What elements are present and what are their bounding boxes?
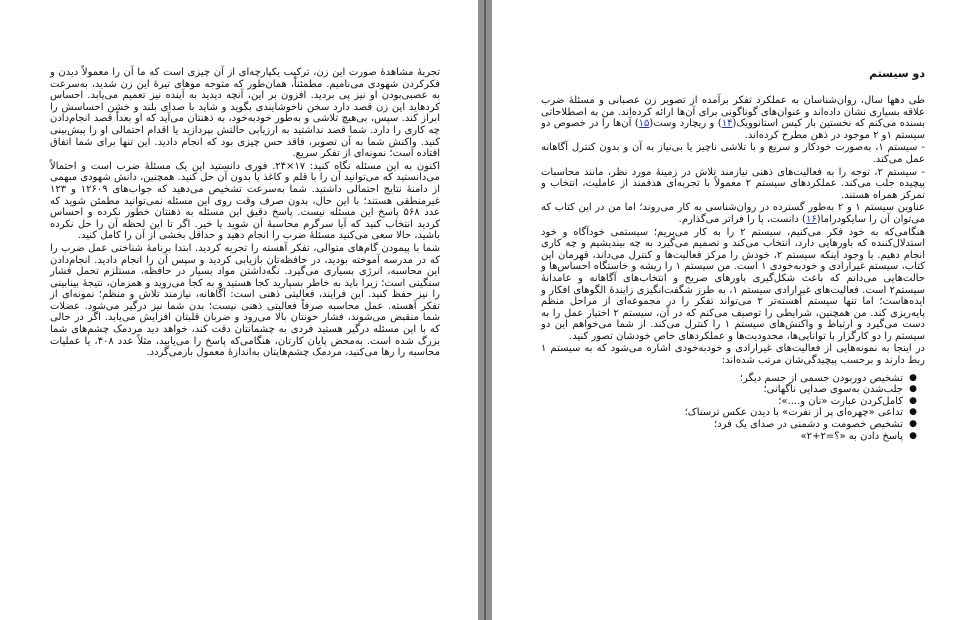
list-item bbox=[541, 430, 917, 443]
footnote-link-15[interactable]: ۱۵ bbox=[638, 118, 650, 130]
list-item bbox=[541, 372, 917, 385]
bullet-icon: ● bbox=[909, 430, 917, 441]
list-item-text: تشخیص دوربودن جسمی از جسم دیگر؛ bbox=[739, 372, 903, 384]
footnote-link-16[interactable]: ۱۶ bbox=[805, 213, 817, 225]
list-item-text: تداعی «چهره‌ای پر از نفرت» با دیدن عکس ترسناک؛ bbox=[684, 407, 903, 419]
left-paragraph-3: شما با پیمودن گام‌های متوالی، تفکر آهسته را تجربه کردید. ابتدا برنامهٔ شناختی عمل ضرب را که در مدرسه آموخته بودید، در حافظه‌تان بازیابی کردید و سپس آن را انجام دادید. انجام‌دادن این محاسبه، انرژی بسیاری می‌گیرد. نگه‌داشتن مواد بسیار در حافظه، مستلزم تحمل فشار سنگینی است؛ زیرا باید به خاطر بسپارید کجا هستید و به کجا می‌روید و همزمان، نتیجهٔ بینابینی را نیز حفظ کنید. این فرایند، فعالیتی ذهنی است: آگاهانه، نیازمند تلاش و منظم؛ نمونه‌ای از تفکر آهسته. عمل محاسبه صرفاً فعالیتی ذهنی نیست؛ بدن شما نیز درگیر می‌شود. عضلات شما منقبض می‌شوند، فشار خونتان بالا می‌رود و ضربان قلبتان افزایش می‌یابد. اگر در حالی که با این مسئله درگیر هستید فردی به چشمانتان دقت کند، خواهد دید مردمک چشم‌های شما بزرگ شده است. به‌محض پایان کارتان، هنگامی‌که پاسخ را می‌یابید، مثلاً عدد ۴۰۸، یا عملیات محاسبه را رها می‌کنید، مردمک چشم‌هایتان به‌اندازهٔ معمول بازمی‌گردد. bbox=[50, 242, 441, 359]
list-item-text: کامل‌کردن عبارت «نان و....»؛ bbox=[778, 395, 903, 407]
p4-text-b: ) دانست، پا را فراتر می‌گذارم. bbox=[678, 213, 806, 225]
p4-text-a: عناوین سیستم ۱ و ۲ به‌طور گسترده در روان‌شناسی به کار می‌روند؛ اما من در این کتاب که می‌توان آن را سایکودراما( bbox=[541, 202, 926, 225]
page-gutter bbox=[478, 0, 492, 620]
list-item-text: پاسخ دادن به «؟=۲+۲» bbox=[800, 430, 903, 442]
right-page-text bbox=[541, 67, 925, 442]
left-paragraph-2: اکنون به این مسئله نگاه کنید: ۱۷×۲۴. فوری دانستید این یک مسئلهٔ ضرب است و احتمالاً می‌دانستید که می‌توانید آن را با قلم و کاغذ یا بدون آن حل کنید. همچنین، دانش شهودی مبهمی از دامنهٔ نتایج احتمالی داشتید. شما به‌سرعت تشخیص می‌دهید که جواب‌های ۱۲۶۰۹ و ۱۲۳ غیرمنطقی هستند؛ با این حال، بدون صرف وقت روی این مسئله نمی‌توانید مطمئن شوید که عدد ۵۶۸ پاسخ این مسئله نیست. پاسخ دقیق این مسئله به ذهنتان خطور نکرده و احساس کردید انتخاب کنید که آیا سرگرم محاسبهٔ آن شوید یا خیر. اگر تا این لحظه آن را حل نکرده باشید، حالا سعی می‌کنید مسئلهٔ ضرب را انجام دهید و حداقل بخشی از آن را کامل کنید. bbox=[50, 160, 441, 242]
footnote-link-14[interactable]: ۱۴ bbox=[721, 118, 733, 130]
right-paragraph-3: - سیستم ۲، توجه را به فعالیت‌های ذهنی نیازمند تلاش در زمینهٔ مورد نظر، مانند محاسبات پیچیده جلب می‌کند. عملکردهای سیستم ۲ معمولاً با تجربه‌ای هدفمند از عاملیت، انتخاب و تمرکز همراه هستند. bbox=[541, 166, 926, 201]
left-paragraph-1: تجربهٔ مشاهدهٔ صورت این زن، ترکیب یکپارچه‌ای از آن چیزی است که ما آن را معمولاً دیدن و فکرکردن شهودی می‌نامیم. مطمئناً، همان‌طور که متوجه موهای تیرهٔ این زن شدید، به‌سرعت به عصبی‌بودن او نیز پی بردید. افزون بر این، آنچه دیدید به آینده نیز تعمیم می‌یابد. احساس کردهاید این زن قصد دارد سخن ناخوشایندی بگوید و شاید با صدای بلند و خشن احساسش را ابراز کند. سپس، بی‌هیچ تلاشی و به‌طور خودبه‌خود، به ذهنتان می‌آید که او بعداً قصد انجام‌دادن چه کاری را دارد. شما قصد نداشتید به ارزیابی حالتش بپردازید یا اقدام احتمالی او را پیش‌بینی کنید. واکنش شما به آن تصویر، فاقد حس چیزی بود که انجام دادید. این تنها برای شما اتفاق افتاده است؛ نمونه‌ای از تفکر سریع. bbox=[50, 67, 440, 160]
system1-examples-list bbox=[541, 373, 925, 443]
p1-text-b: ) و ریچارد وست( bbox=[649, 118, 722, 130]
bullet-icon: ● bbox=[909, 407, 917, 418]
right-paragraph-5: هنگامی‌که به خود فکر می‌کنیم، سیستم ۲ را به کار می‌بریم؛ سیستمی خودآگاه و خود استدلال‌کننده که باورهایی دارد، انتخاب می‌کند و تصمیم می‌گیرد به چه بیندیشیم و چه کاری انجام دهیم. با وجود اینکه سیستم ۲، خودش را مرکز فعالیت‌ها و کنترل می‌داند، قهرمان این کتاب، سیستم غیرارادی و خودبه‌خودی ۱ است. من سیستم ۱ را ریشه و خاستگاه احساس‌ها و حالت‌هایی می‌دانم که باعث شکل‌گیری باورهای صریح و انتخاب‌های آگاهانه و عامدانهٔ سیستم۲ است. فعالیت‌های غیرارادی سیستم ۱، به طرز شگفت‌انگیزی زایندهٔ الگوهای افکار و ایده‌هاست؛ اما تنها سیستم آهسته‌تر ۲ می‌تواند تفکر را در مجموعه‌ای از مراحل منظم پایه‌ریزی کند. من همچنین، شرایطی را توصیف می‌کنم که در آن، سیستم ۲ اختیار عمل را به دست می‌گیرد و ارتباط و واکنش‌های سیستم ۱ را کنترل می‌کند. از شما می‌خواهم این دو سیستم را دو کارگزار با توانایی‌ها، محدودیت‌ها و عملکردهای خاص خودشان تصور کنید. bbox=[541, 226, 926, 342]
section-heading: دو سیستم bbox=[869, 67, 925, 80]
p1-text-c: ) آن‌ها را در خصوص دو سیستم ۱و ۲ موجود در ذهن مطرح کرده‌اند. bbox=[541, 118, 925, 141]
right-paragraph-4 bbox=[541, 202, 925, 225]
list-item-text: تشخیص خصومت و دشمنی در صدای یک فرد؛ bbox=[714, 419, 903, 431]
right-paragraph-6: در اینجا به نمونه‌هایی از فعالیت‌های غیرارادی و خودبه‌خودی اشاره می‌شود که به سیستم ۱ ربط دارند و برحسب پیچیدگی‌شان مرتب شده‌اند: bbox=[541, 343, 925, 367]
list-item bbox=[541, 419, 917, 431]
list-item bbox=[541, 384, 917, 396]
bullet-icon: ● bbox=[909, 395, 917, 406]
right-paragraph-2: - سیستم ۱، به‌صورت خودکار و سریع و با تلاشی ناچیز یا بی‌نیاز به آن و بدون کنترل آگاهانه عمل می‌کند. bbox=[541, 142, 925, 165]
bullet-icon: ● bbox=[909, 384, 917, 395]
bullet-icon: ● bbox=[909, 372, 917, 383]
p1-text-a: طی دهها سال، روان‌شناسان به عملکرد تفکر برآمده از تصویر زن عصبانی و مسئلهٔ ضرب علاقه بسیاری نشان داده‌اند و عنوان‌های گوناگونی برای آن‌ها ارائه کرده‌اند. من به اصطلاحاتی بسنده می‌کنم که نخستین بار کیس استانوویک( bbox=[541, 95, 925, 130]
bullet-icon: ● bbox=[909, 419, 917, 430]
list-item bbox=[541, 395, 917, 408]
list-item bbox=[541, 407, 917, 419]
list-item-text: جلب‌شدن به‌سوی صدایی ناگهانی؛ bbox=[763, 384, 903, 396]
left-page-text bbox=[50, 67, 440, 360]
right-paragraph-1 bbox=[541, 95, 925, 141]
